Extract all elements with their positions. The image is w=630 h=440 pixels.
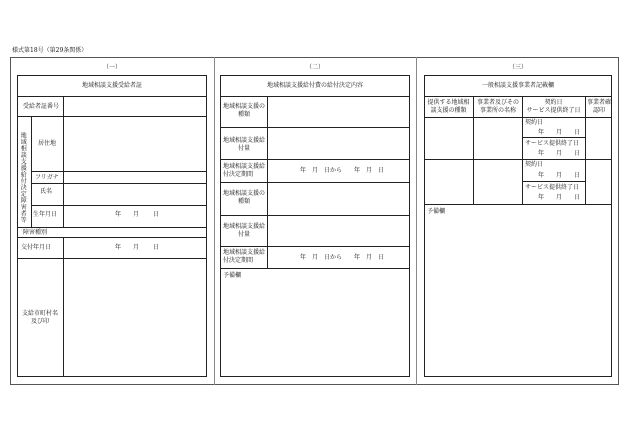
panel-1-table <box>17 75 207 377</box>
panel-1-rule <box>31 183 207 184</box>
period-label: 地域相談支援給付決定期間 <box>223 163 266 179</box>
entry-2-contract-ymd: 年 月 日 <box>538 172 581 179</box>
col-confirm-seal-header: 事業者確認印 <box>587 99 612 115</box>
col-service-type-header: 提供する地域相談支援の種類 <box>427 99 470 115</box>
period-label-2: 地域相談支援給付決定期間 <box>223 249 266 265</box>
dob-day: 日 <box>153 211 160 218</box>
amount-label: 地域相談支援給付量 <box>222 137 265 153</box>
dob-month: 月 <box>133 211 140 218</box>
panel-3-number: （三） <box>508 64 527 71</box>
panel-1-title: 地域相談支援受給者証 <box>81 82 142 89</box>
panel-3-rule <box>424 159 612 160</box>
panel-1-rule <box>31 205 207 206</box>
panel-3-rule <box>522 137 585 138</box>
issue-year: 年 <box>115 244 122 251</box>
name-label: 氏名 <box>40 188 53 195</box>
col-provider-name-header: 事業者及びその事業所の名称 <box>476 99 519 115</box>
service-type-label: 地域相談支援の種類 <box>222 103 265 119</box>
panel-3-rule <box>424 96 612 97</box>
panel-2-remarks-label: 予備欄 <box>223 272 242 279</box>
col-end-date-header: サービス提供終了日 <box>526 107 581 114</box>
entry-1-end-label: サービス提供終了日 <box>525 140 580 147</box>
panel-3-remarks-label: 予備欄 <box>427 208 446 215</box>
applicant-group-label: 地域相談支援給付決定障害者等 <box>19 132 27 223</box>
panel-3-rule <box>424 117 612 118</box>
panel-2-rule <box>220 215 410 216</box>
panel-1-number: （一） <box>102 64 121 71</box>
entry-2-contract-label: 契約日 <box>525 161 544 168</box>
panel-3-title: 一般相談支援事業者記載欄 <box>481 82 554 89</box>
panel-2-title: 地域相談支援給付費の給付決定内容 <box>266 82 363 89</box>
form-number: 様式第18号（第29条関係） <box>12 47 88 54</box>
amount-label-2: 地域相談支援給付量 <box>222 223 265 239</box>
address-label: 居住地 <box>38 140 57 147</box>
panel-1-rule <box>17 237 207 238</box>
panel-1-rule <box>63 96 64 116</box>
municipality-label: 支給市町村名及び印 <box>21 310 58 326</box>
entry-1-contract-label: 契約日 <box>525 119 544 126</box>
panel-3-rule <box>424 204 612 205</box>
entry-1-contract-ymd: 年 月 日 <box>538 129 581 136</box>
dob-year: 年 <box>115 211 122 218</box>
panel-divider-2 <box>416 57 417 385</box>
furigana-label: フリガナ <box>35 174 59 181</box>
issue-month: 月 <box>133 244 140 251</box>
issue-day: 日 <box>153 244 160 251</box>
recipient-number-label: 受給者証番号 <box>23 103 60 110</box>
panel-2-rule <box>220 246 410 247</box>
issue-date-label: 交付年月日 <box>21 244 52 251</box>
panel-1-rule <box>17 227 207 228</box>
panel-1-rule <box>63 237 64 258</box>
service-type-label-2: 地域相談支援の種類 <box>222 190 265 206</box>
panel-2-rule <box>220 159 410 160</box>
entry-1-end-ymd: 年 月 日 <box>538 150 581 157</box>
panel-3-rule <box>522 181 585 182</box>
entry-2-end-ymd: 年 月 日 <box>538 194 581 201</box>
panel-2-rule <box>220 182 410 183</box>
panel-2-rule <box>220 268 410 269</box>
panel-3-rule <box>585 96 586 204</box>
panel-1-rule <box>31 171 207 172</box>
panel-2-rule <box>220 96 410 97</box>
panel-1-rule <box>63 258 64 377</box>
panel-2-number: （二） <box>305 64 324 71</box>
entry-2-end-label: サービス提供終了日 <box>525 184 580 191</box>
panel-2-rule <box>220 127 410 128</box>
period-text-2: 年 月 日から 年 月 日 <box>300 254 385 261</box>
panel-3-rule <box>473 96 474 204</box>
dob-label: 生年月日 <box>33 211 58 218</box>
panel-1-rule <box>17 116 207 117</box>
panel-divider-1 <box>214 57 215 385</box>
period-text: 年 月 日から 年 月 日 <box>300 167 385 174</box>
disability-type-label: 障害種別 <box>23 229 48 236</box>
panel-3-table <box>424 75 612 377</box>
panel-1-rule <box>17 258 207 259</box>
panel-1-rule <box>17 96 207 97</box>
col-contract-date-header: 契約日 <box>544 99 563 106</box>
